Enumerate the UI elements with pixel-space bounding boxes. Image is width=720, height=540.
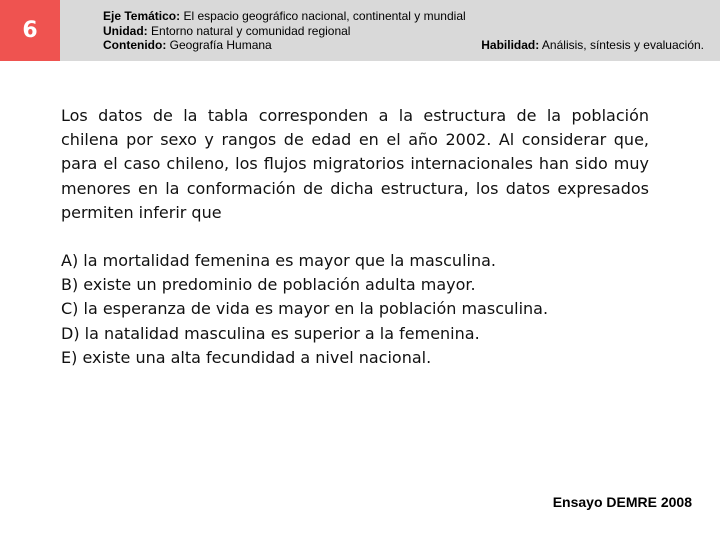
unidad-line (103, 24, 466, 39)
topic-info (103, 9, 466, 53)
header-bar (0, 0, 720, 61)
habilidad-label: Habilidad: (481, 38, 540, 52)
habilidad-line (481, 38, 704, 52)
unidad-label: Unidad: (103, 23, 148, 38)
unidad-value: Entorno natural y comunidad regional (151, 23, 351, 38)
option-d: D) la natalidad masculina es superior a la femenina. (61, 323, 480, 343)
contenido-line (103, 38, 466, 53)
eje-value: El espacio geográfico nacional, continental y mundial (183, 9, 466, 23)
eje-label: Eje Temático: (103, 9, 181, 23)
question-number: 6 (22, 18, 38, 43)
question-number-badge (0, 0, 60, 61)
option-e: E) existe una alta fecundidad a nivel nacional. (61, 347, 432, 367)
source-footer: Ensayo DEMRE 2008 (552, 494, 692, 510)
answer-options (61, 249, 661, 370)
option-a: A) la mortalidad femenina es mayor que la masculina. (61, 251, 496, 270)
eje-line (103, 9, 466, 24)
question-text: Los datos de la tabla corresponden a la estructura de la población chilena por sexo y rangos de edad en el año 2002. Al considerar que, para el caso chileno, los flujos migratorios internacionales han sido muy menores en la conformación de dicha estructura, los datos expresados permiten inferir que (61, 106, 649, 222)
option-c: C) la esperanza de vida es mayor en la población masculina. (61, 299, 549, 319)
contenido-value: Geografía Humana (169, 38, 272, 52)
habilidad-value: Análisis, síntesis y evaluación. (541, 38, 704, 52)
option-b: B) existe un predominio de población adulta mayor. (61, 275, 476, 295)
contenido-label: Contenido: (103, 38, 167, 52)
